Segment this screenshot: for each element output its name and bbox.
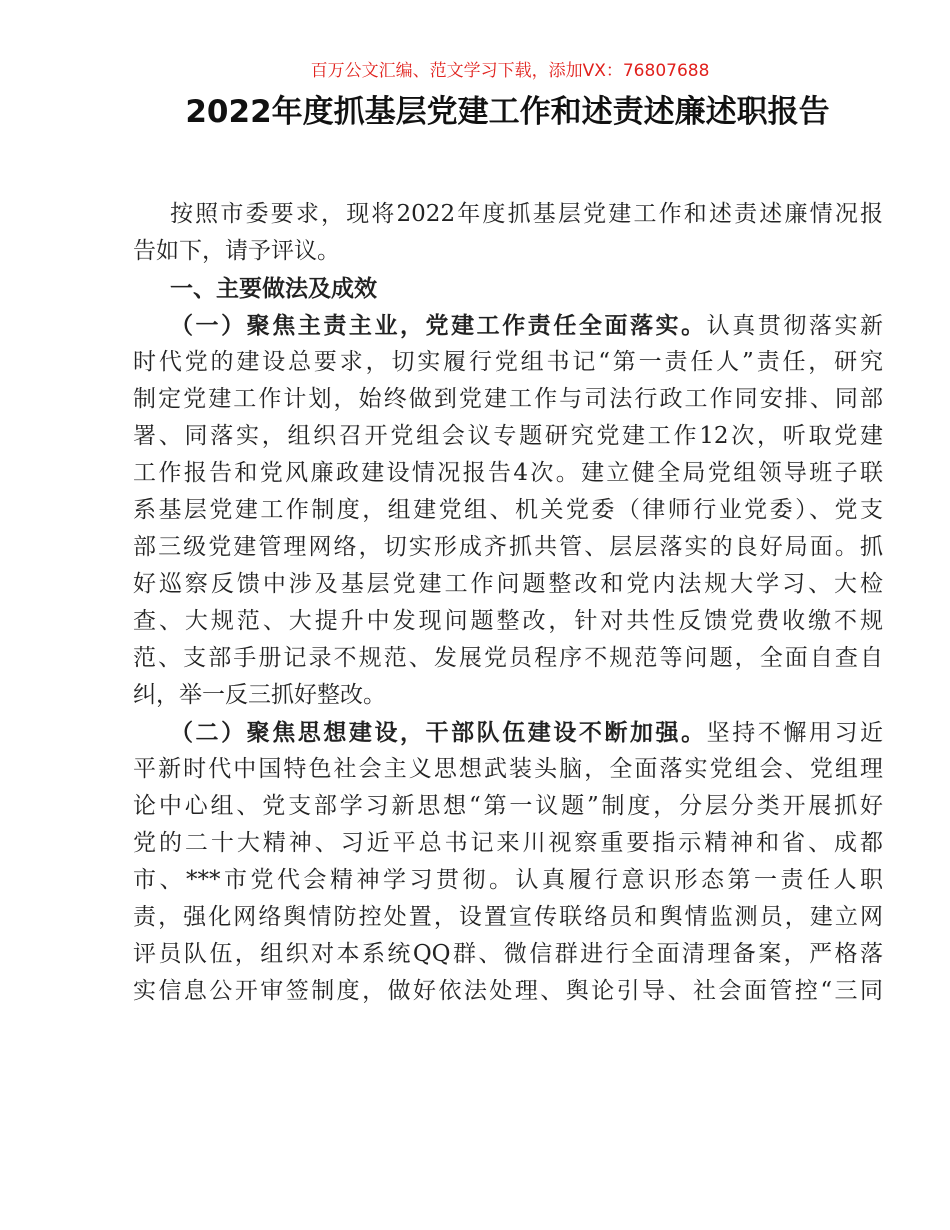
paragraph-line: 系基层党建工作制度，组建党组、机关党委（律师行业党委）、党支 xyxy=(133,497,883,523)
document-body xyxy=(133,196,883,1010)
paragraph-2-lead: （二）聚焦思想建设，干部队伍建设不断加强。 xyxy=(170,719,707,746)
paragraph-line: 范、支部手册记录不规范、发展党员程序不规范等问题，全面自查自 xyxy=(133,645,883,671)
paragraph-line: 工作报告和党风廉政建设情况报告4次。建立健全局党组领导班子联 xyxy=(133,460,883,486)
watermark-text: 百万公文汇编、范文学习下载，添加VX：76807688 xyxy=(310,61,710,81)
paragraph-line: 评员队伍，组织对本系统QQ群、微信群进行全面清理备案，严格落 xyxy=(133,941,883,967)
section-heading: 一、主要做法及成效 xyxy=(170,275,377,302)
paragraph-line: 制定党建工作计划，始终做到党建工作与司法行政工作同安排、同部 xyxy=(133,386,883,412)
paragraph-2-first-line xyxy=(133,714,883,751)
paragraph-line: 责，强化网络舆情防控处置，设置宣传联络员和舆情监测员，建立网 xyxy=(133,904,883,930)
paragraph-line: 实信息公开审签制度，做好依法处理、舆论引导、社会面管控“三同 xyxy=(133,978,883,1004)
intro-line: 按照市委要求，现将2022年度抓基层党建工作和述责述廉情况报 xyxy=(170,201,883,227)
paragraph-line: 论中心组、党支部学习新思想“第一议题”制度，分层分类开展抓好 xyxy=(133,793,883,819)
paragraph-line: 查、大规范、大提升中发现问题整改，针对共性反馈党费收缴不规 xyxy=(133,608,883,634)
paragraph-line: 时代党的建设总要求，切实履行党组书记“第一责任人”责任，研究 xyxy=(133,349,883,375)
paragraph-1-lead: （一）聚焦主责主业，党建工作责任全面落实。 xyxy=(170,312,707,339)
paragraph-line: 平新时代中国特色社会主义思想武装头脑，全面落实党组会、党组理 xyxy=(133,756,883,782)
paragraph-line: 纠，举一反三抓好整改。 xyxy=(133,682,386,708)
intro-line: 告如下，请予评议。 xyxy=(133,238,340,264)
paragraph-1-first-line xyxy=(133,307,883,344)
document-title: 2022年度抓基层党建工作和述责述廉述职报告 xyxy=(185,94,830,130)
paragraph-line: 市、***市党代会精神学习贯彻。认真履行意识形态第一责任人职 xyxy=(133,867,883,893)
paragraph-line: 署、同落实，组织召开党组会议专题研究党建工作12次，听取党建 xyxy=(133,423,883,449)
paragraph-line: 好巡察反馈中涉及基层党建工作问题整改和党内法规大学习、大检 xyxy=(133,571,883,597)
paragraph-2-lead-rest: 坚持不懈用习近 xyxy=(706,720,884,746)
paragraph-1-lead-rest: 认真贯彻落实新 xyxy=(706,313,884,339)
paragraph-line: 党的二十大精神、习近平总书记来川视察重要指示精神和省、成都 xyxy=(133,830,883,856)
paragraph-line: 部三级党建管理网络，切实形成齐抓共管、层层落实的良好局面。抓 xyxy=(133,534,883,560)
